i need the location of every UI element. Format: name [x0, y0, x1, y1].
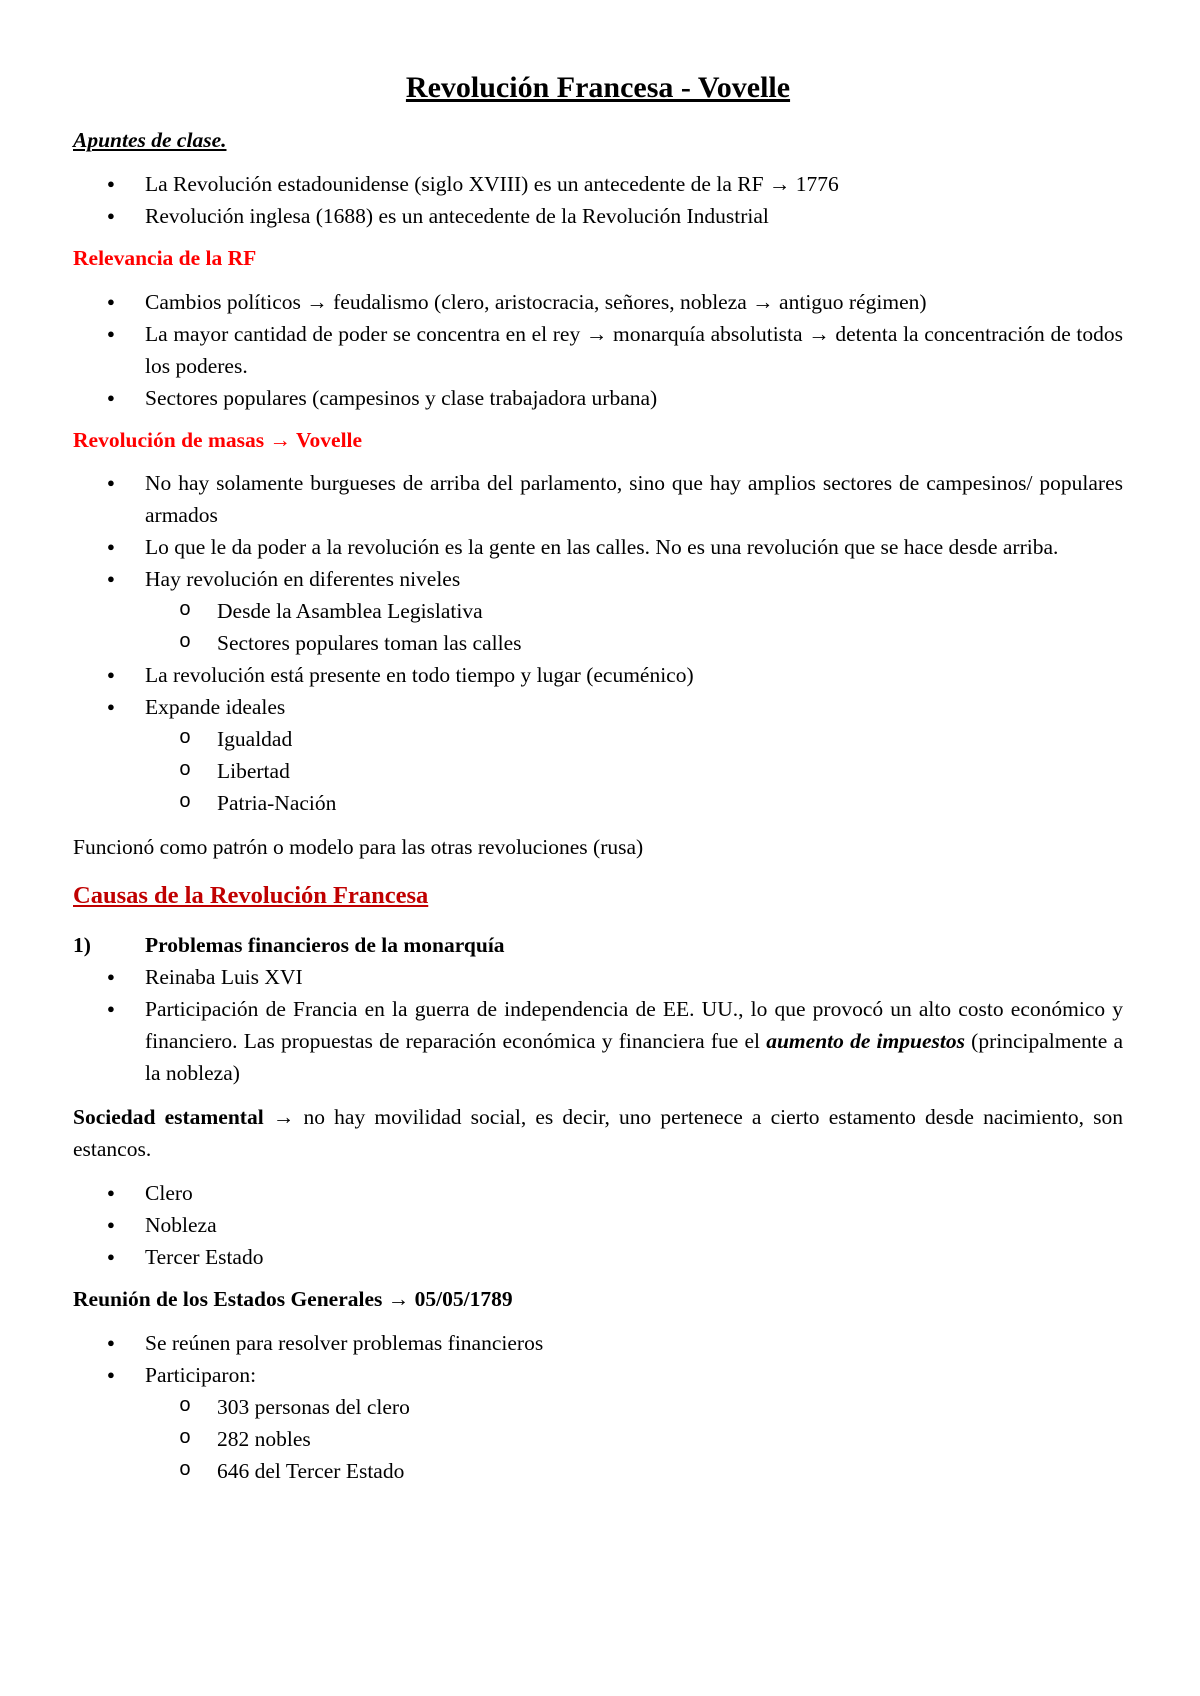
list-item-text: Hay revolución en diferentes niveles — [145, 567, 461, 592]
list-item: ● La revolución está presente en todo tiempo y lugar (ecuménico) — [73, 659, 1123, 691]
numbered-item — [73, 929, 1123, 961]
list-item: ● Revolución inglesa (1688) es un antecedente de la Revolución Industrial — [73, 200, 1123, 232]
estamentos-list — [73, 1177, 1123, 1273]
class-notes-subtitle: Apuntes de clase. — [73, 128, 227, 152]
sociedad-label: Sociedad estamental — [73, 1104, 264, 1129]
list-item: ● No hay solamente burgueses de arriba del parlamento, sino que hay amplios sectores de campesinos/ populares armados — [73, 467, 1123, 531]
list-item: ● Se reúnen para resolver problemas financieros — [73, 1327, 1123, 1359]
list-item: ● Nobleza — [73, 1209, 1123, 1241]
relevancia-list — [73, 286, 1123, 414]
list-item: ● Tercer Estado — [73, 1241, 1123, 1273]
sub-list-item: o 282 nobles — [145, 1423, 1123, 1455]
list-item — [73, 691, 1123, 819]
item-text-pre: Participación de Francia en la guerra de independencia de EE. UU., lo que provocó un alto costo económico y financiero. Las propuestas de reparación económica y financiera fue el — [145, 996, 1123, 1053]
ideales-sublist — [145, 723, 1123, 819]
item-text-post: (principalmente a la nobleza) — [145, 1028, 1124, 1085]
problem-title: Problemas financieros de la monarquía — [145, 932, 505, 957]
closing-paragraph: Funcionó como patrón o modelo para las otras revoluciones (rusa) — [73, 835, 644, 860]
list-item: ● Reinaba Luis XVI — [73, 961, 1123, 993]
niveles-sublist — [145, 595, 1123, 659]
list-item: ● Cambios políticos → feudalismo (clero, aristocracia, señores, nobleza → antiguo régimen) — [73, 286, 1123, 318]
list-item: ● La Revolución estadounidense (siglo XVIII) es un antecedente de la RF → 1776 — [73, 168, 1123, 200]
reunion-list — [73, 1327, 1123, 1487]
sub-list-item: o Desde la Asamblea Legislativa — [145, 595, 1123, 627]
participantes-sublist — [145, 1391, 1123, 1487]
list-item: ● La mayor cantidad de poder se concentra en el rey → monarquía absolutista → detenta la concentración de todos los poderes. — [73, 318, 1123, 382]
sub-list-item: o Patria-Nación — [145, 787, 1123, 819]
relevancia-heading: Relevancia de la RF — [73, 245, 257, 270]
list-item: ● Sectores populares (campesinos y clase trabajadora urbana) — [73, 382, 1123, 414]
sociedad-paragraph — [73, 1101, 1123, 1165]
list-item-text: Expande ideales — [145, 695, 286, 720]
reunion-heading: Reunión de los Estados Generales → 05/05/1789 — [73, 1286, 513, 1311]
sub-list-item: o 646 del Tercer Estado — [145, 1455, 1123, 1487]
list-item — [73, 563, 1123, 659]
arrow-icon: → — [272, 1104, 295, 1129]
list-item-text: Participaron: — [145, 1362, 257, 1387]
sub-list-item: o Libertad — [145, 755, 1123, 787]
causas-list — [73, 961, 1123, 1089]
masas-heading: Revolución de masas → Vovelle — [73, 427, 363, 452]
sub-list-item: o Igualdad — [145, 723, 1123, 755]
list-item — [73, 993, 1123, 1089]
sociedad-text: no hay movilidad social, es decir, uno pertenece a cierto estamento desde nacimiento, son estancos. — [73, 1104, 1124, 1161]
masas-list — [73, 467, 1123, 819]
document-title: Revolución Francesa - Vovelle — [405, 71, 791, 104]
list-item: ● Lo que le da poder a la revolución es la gente en las calles. No es una revolución que se hace desde arriba. — [73, 531, 1123, 563]
sub-list-item: o 303 personas del clero — [145, 1391, 1123, 1423]
intro-list — [73, 168, 1123, 232]
list-item: ● Clero — [73, 1177, 1123, 1209]
item-number: 1) — [73, 932, 91, 957]
list-item — [73, 1359, 1123, 1487]
sub-list-item: o Sectores populares toman las calles — [145, 627, 1123, 659]
causas-heading: Causas de la Revolución Francesa — [73, 882, 429, 910]
emphasis-text: aumento de impuestos — [766, 1028, 965, 1053]
